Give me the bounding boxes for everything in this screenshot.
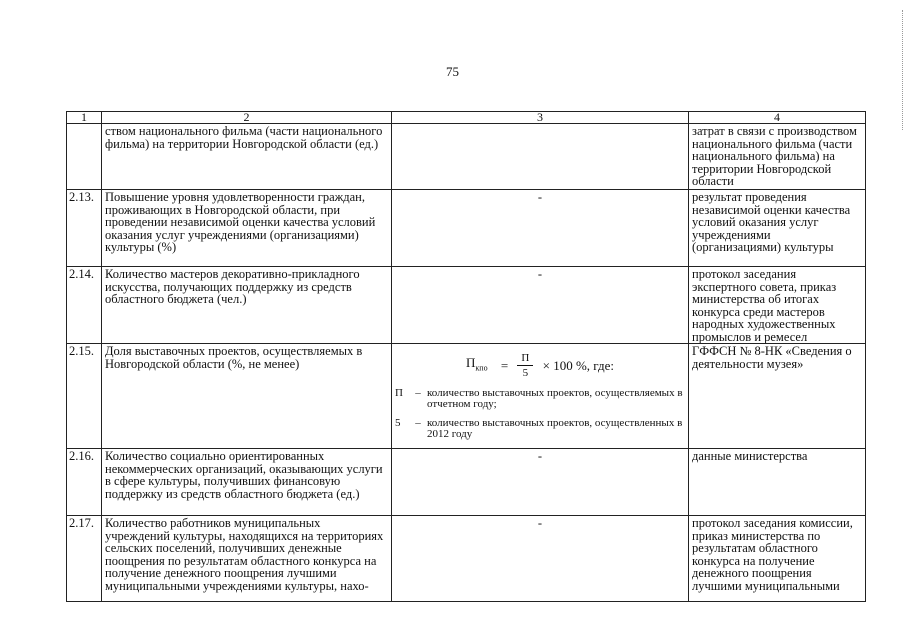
data-source: ГФФСН № 8-НК «Сведения о деятельности музея» (689, 344, 866, 449)
data-source: затрат в связи с производством национального фильма (части национального фильма) на территории Новгородской области (689, 124, 866, 190)
indicator-name: Количество мастеров декоративно-прикладного искусства, получающих поддержку из средств областного бюджета (чел.) (102, 267, 392, 344)
calculation-method: - (392, 190, 689, 267)
row-number: 2.14. (67, 267, 102, 344)
data-source: результат проведения независимой оценки качества условий оказания услуг учреждениями (организациями) культуры (689, 190, 866, 267)
table-row (67, 267, 866, 344)
table-header-row (67, 112, 866, 124)
indicator-name: Повышение уровня удовлетворенности граждан, проживающих в Новгородской области, при проведении независимой оценки качества условий оказания услуг учреждениями (организациями) культуры (%) (102, 190, 392, 267)
header-col-4: 4 (689, 112, 866, 124)
header-col-2: 2 (102, 112, 392, 124)
legend-item: 5 – количество выставочных проектов, осуществленных в 2012 году (395, 417, 683, 440)
formula-numerator: П (517, 351, 533, 366)
calculation-method (392, 124, 689, 190)
formula-legend (395, 388, 685, 440)
row-number: 2.15. (67, 344, 102, 449)
header-col-1: 1 (67, 112, 102, 124)
formula-fraction (517, 351, 533, 380)
row-number (67, 124, 102, 190)
row-number: 2.16. (67, 449, 102, 516)
calculation-method: - (392, 516, 689, 602)
indicator-name: Количество социально ориентированных некоммерческих организаций, оказывающих услуги в сфере культуры, получивших финансовую поддержку из средств областного бюджета (ед.) (102, 449, 392, 516)
data-source: протокол заседания комиссии, приказ министерства по результатам областного конкурса на получение денежного поощрения лучшими муниципальными (689, 516, 866, 602)
table-row (67, 516, 866, 602)
header-col-3: 3 (392, 112, 689, 124)
formula-denominator: 5 (522, 367, 529, 379)
table-row (67, 344, 866, 449)
formula-lhs: $П_{кпо}$ (466, 355, 488, 373)
page-number: 75 (446, 64, 459, 79)
row-number: 2.17. (67, 516, 102, 602)
indicator-table (66, 111, 866, 602)
formula-equals: = (500, 358, 509, 373)
indicator-name: ством национального фильма (части национального фильма) на территории Новгородской области (ед.) (102, 124, 392, 190)
data-source: протокол заседания экспертного совета, приказ министерства об итогах конкурса среди мастеров народных художественных промыслов и ремесел (689, 267, 866, 344)
table-row (67, 449, 866, 516)
formula (395, 351, 685, 380)
formula-rhs: × 100 %, где: (542, 358, 614, 373)
calculation-method: - (392, 267, 689, 344)
table-row (67, 190, 866, 267)
data-source: данные министерства (689, 449, 866, 516)
row-number: 2.13. (67, 190, 102, 267)
indicator-name: Количество работников муниципальных учреждений культуры, находящихся на территориях сельских поселений, получивших денежные поощрения по результатам областного конкурса на получение денежного поощрения лучшими муниципальными учреждениями культуры, нахо- (102, 516, 392, 602)
indicator-name: Доля выставочных проектов, осуществляемых в Новгородской области (%, не менее) (102, 344, 392, 449)
calculation-method: - (392, 449, 689, 516)
calculation-method (392, 344, 689, 449)
table-row (67, 124, 866, 190)
legend-item: П – количество выставочных проектов, осуществляемых в отчетном году; (395, 387, 683, 410)
